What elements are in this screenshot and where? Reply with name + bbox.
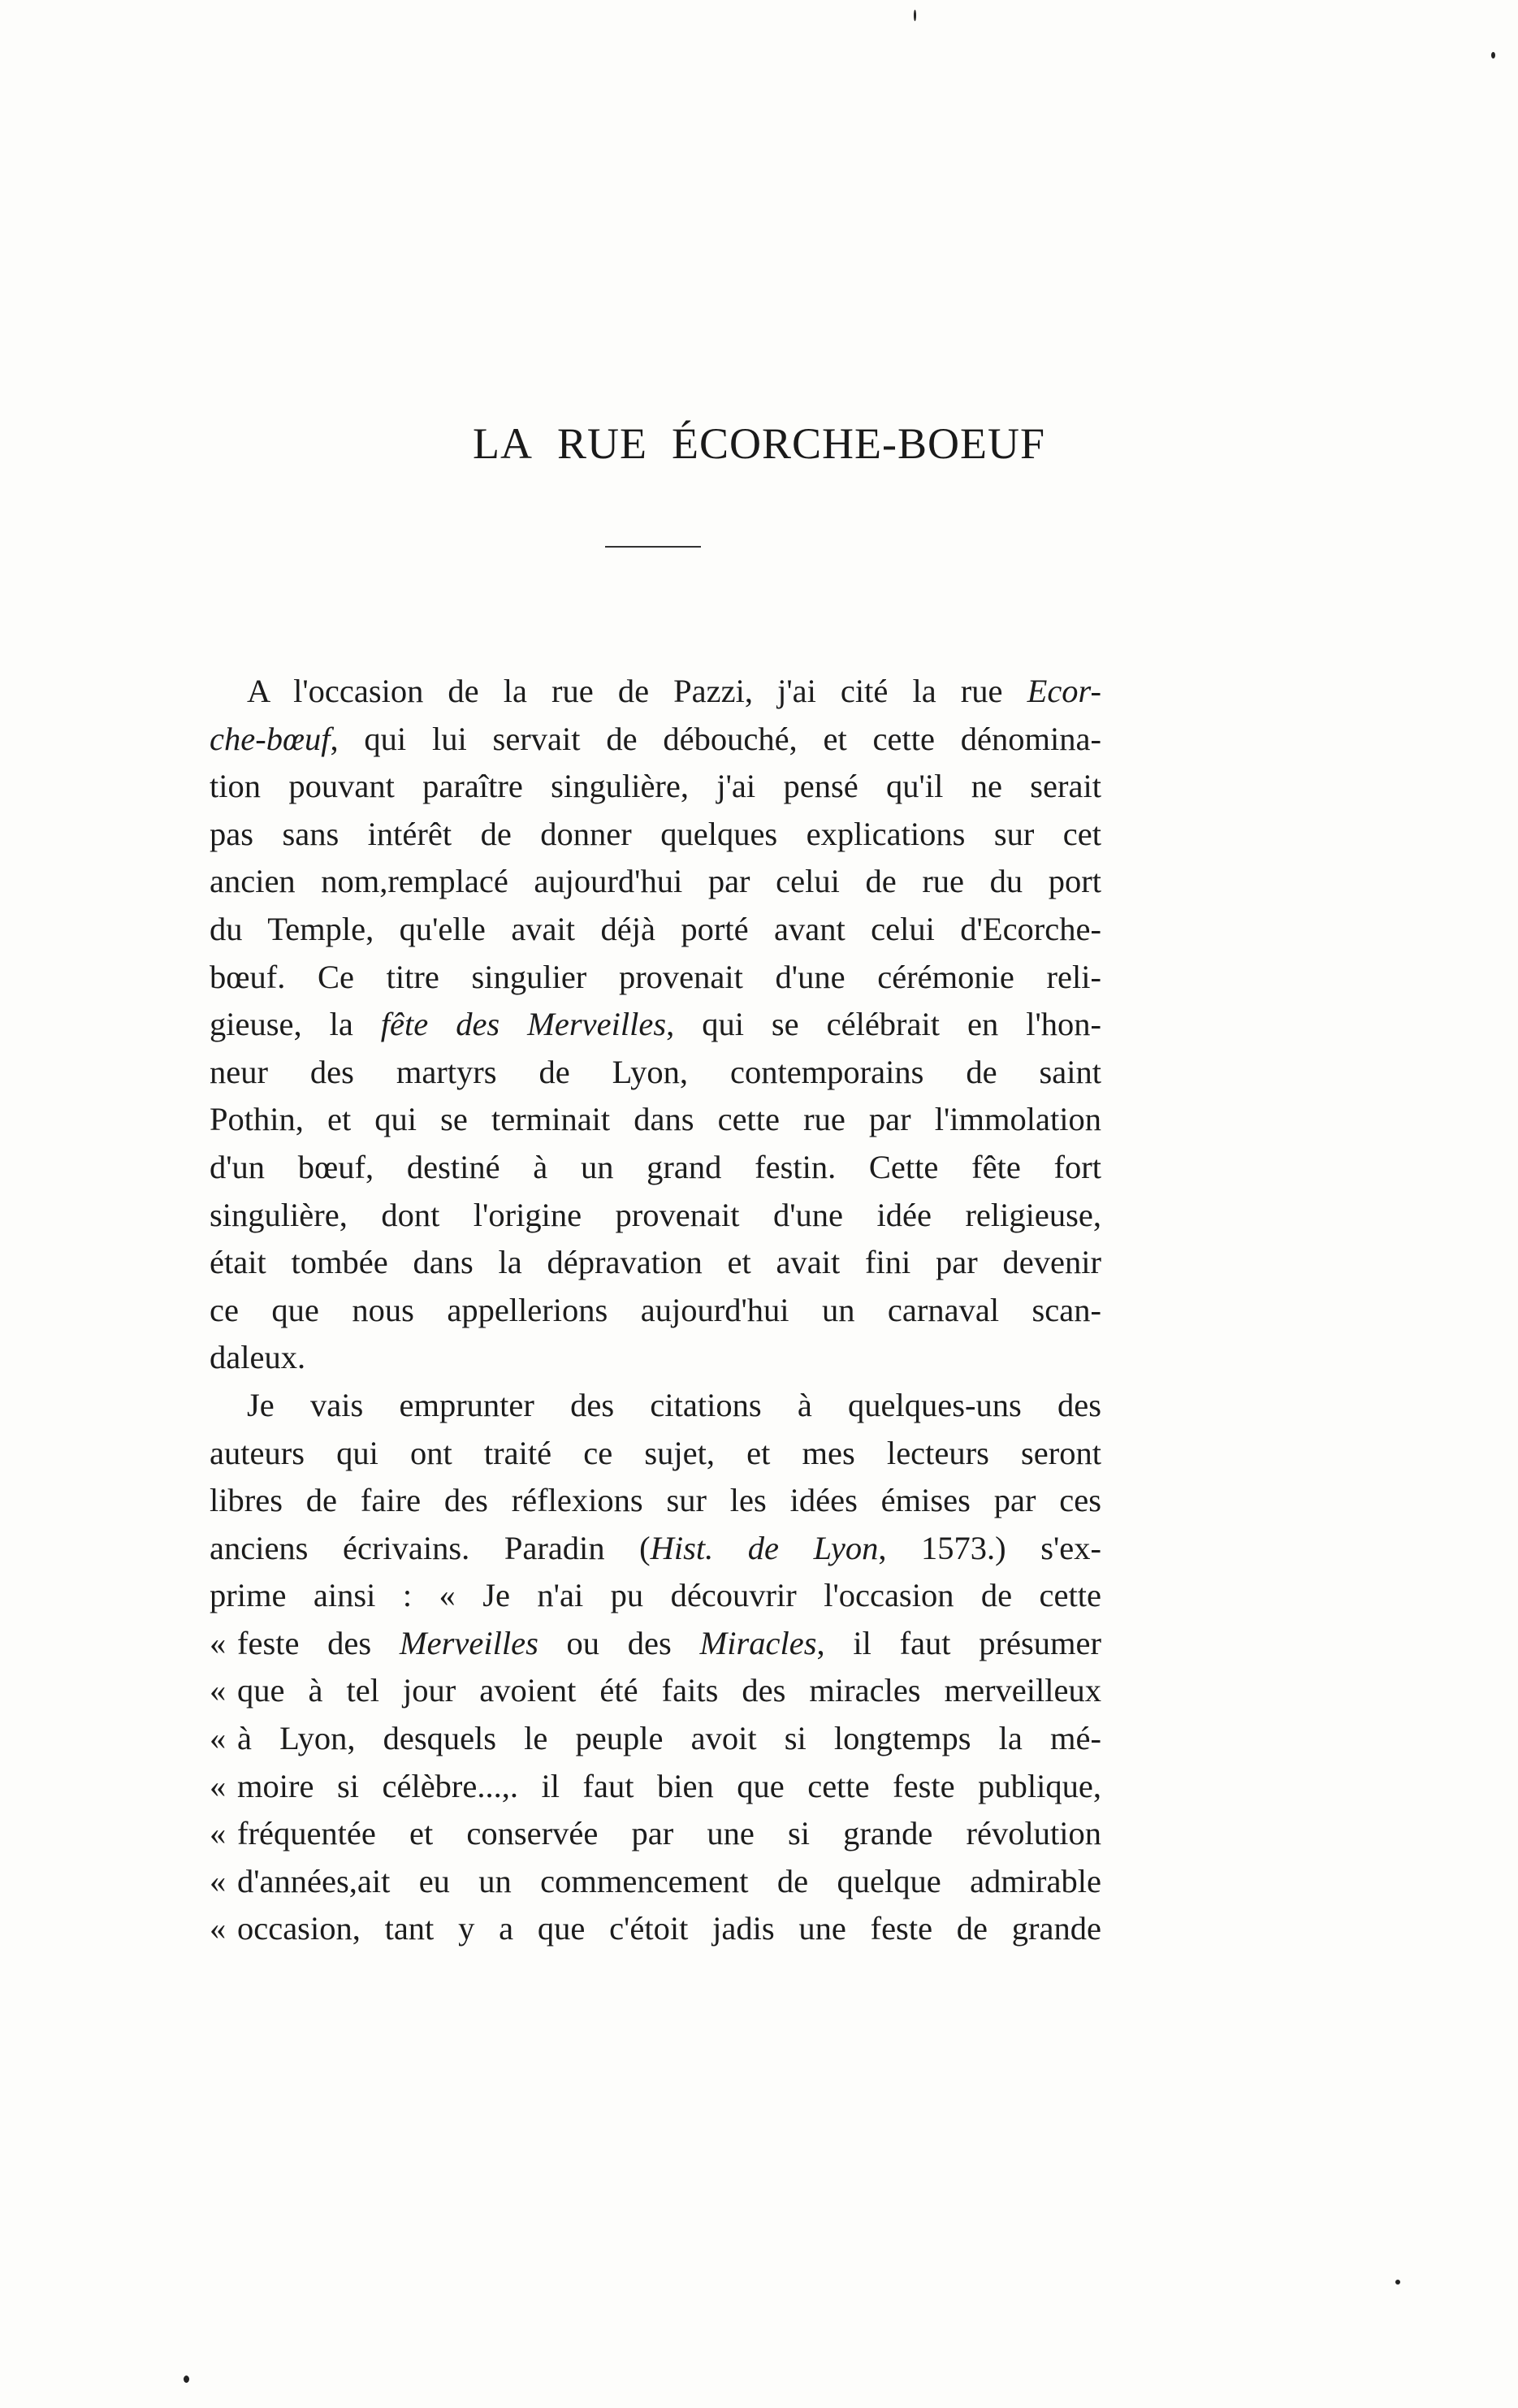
quote-mark: «: [210, 1720, 227, 1757]
text-line: du Temple, qu'elle avait déjà porté avant celui d'Ecorche-: [210, 910, 1101, 947]
italic-run: Hist. de Lyon: [650, 1529, 879, 1566]
text-line: [210, 1525, 1101, 1573]
text-line: prime ainsi : « Je n'ai pu découvrir l'occasion de cette: [210, 1577, 1101, 1614]
text-run: feste des: [237, 1624, 400, 1661]
text-line: ce que nous appellerions aujourd'hui un carnaval scan-: [210, 1291, 1101, 1328]
italic-run: Merveilles: [399, 1624, 538, 1661]
quoted-line: [210, 1810, 1101, 1858]
text-line: ancien nom,remplacé aujourd'hui par celui de rue du port: [210, 863, 1101, 900]
text-line: était tombée dans la dépravation et avait fini par devenir: [210, 1244, 1101, 1281]
italic-run: Miracles: [699, 1624, 817, 1661]
text-line: neur des martyrs de Lyon, contemporains de saint: [210, 1053, 1101, 1090]
text-run: , 1573.) s'ex-: [878, 1529, 1101, 1566]
body-text: [210, 668, 1101, 1953]
ink-speck: [914, 10, 916, 21]
quote-mark: «: [210, 1862, 227, 1899]
quoted-line: [210, 1763, 1101, 1811]
italic-run: fête des Merveilles: [380, 1006, 667, 1043]
text-run: , il faut présumer: [816, 1624, 1101, 1661]
title-word-ecorche-boeuf: ÉCORCHE-BOEUF: [671, 419, 1045, 468]
text-line: Pothin, et qui se terminait dans cette rue par l'immolation: [210, 1101, 1101, 1138]
chapter-title: [0, 418, 1518, 469]
text-run: , qui se célébrait en l'hon-: [666, 1006, 1101, 1043]
quoted-line: [210, 1620, 1101, 1668]
italic-run: che-bœuf: [210, 720, 331, 757]
text-line: daleux.: [210, 1339, 306, 1376]
quote-text: occasion, tant y a que c'étoit jadis une feste de grande: [237, 1910, 1101, 1947]
quote-mark: «: [210, 1767, 227, 1804]
quoted-line: [210, 1715, 1101, 1763]
text-line: auteurs qui ont traité ce sujet, et mes lecteurs seront: [210, 1434, 1101, 1471]
quote-text: [237, 1620, 1101, 1668]
quote-mark: «: [210, 1672, 227, 1709]
ink-speck: [184, 2376, 189, 2383]
ink-speck: [1395, 2280, 1400, 2285]
text-line: pas sans intérêt de donner quelques explications sur cet: [210, 815, 1101, 852]
quote-mark: «: [210, 1815, 227, 1852]
title-word-rue: RUE: [556, 419, 647, 468]
quote-text: à Lyon, desquels le peuple avoit si longtemps la mé-: [237, 1720, 1101, 1757]
text-run: , qui lui servait de débouché, et cette dénomina-: [330, 720, 1101, 757]
quoted-line: [210, 1858, 1101, 1906]
text-run: ou des: [538, 1624, 700, 1661]
text-line: Je vais emprunter des citations à quelques-uns des: [247, 1386, 1101, 1423]
text-line: singulière, dont l'origine provenait d'une idée religieuse,: [210, 1196, 1101, 1233]
text-run: A l'occasion de la rue de Pazzi, j'ai cité la rue: [247, 673, 1027, 709]
text-run: gieuse, la: [210, 1006, 381, 1043]
quote-text: d'années,ait eu un commencement de quelque admirable: [237, 1862, 1101, 1899]
quote-mark: «: [210, 1910, 227, 1947]
italic-run: Ecor-: [1027, 673, 1101, 709]
quoted-line: [210, 1905, 1101, 1953]
quote-text: moire si célèbre...,. il faut bien que cette feste publique,: [237, 1767, 1101, 1804]
text-run: anciens écrivains. Paradin (: [210, 1529, 651, 1566]
quote-text: fréquentée et conservée par une si grande révolution: [237, 1815, 1101, 1852]
title-divider: [605, 546, 701, 548]
text-line: libres de faire des réflexions sur les idées émises par ces: [210, 1482, 1101, 1519]
text-line: [210, 668, 1101, 716]
quote-mark: «: [210, 1624, 227, 1661]
text-line: bœuf. Ce titre singulier provenait d'une cérémonie reli-: [210, 958, 1101, 995]
text-line: [210, 716, 1101, 764]
ink-speck: [1491, 52, 1495, 58]
title-word-la: LA: [472, 419, 533, 468]
text-line: tion pouvant paraître singulière, j'ai pensé qu'il ne serait: [210, 768, 1101, 805]
quoted-line: [210, 1667, 1101, 1715]
quote-text: que à tel jour avoient été faits des miracles merveilleux: [237, 1672, 1101, 1709]
text-line: [210, 1001, 1101, 1049]
text-line: d'un bœuf, destiné à un grand festin. Cette fête fort: [210, 1148, 1101, 1185]
